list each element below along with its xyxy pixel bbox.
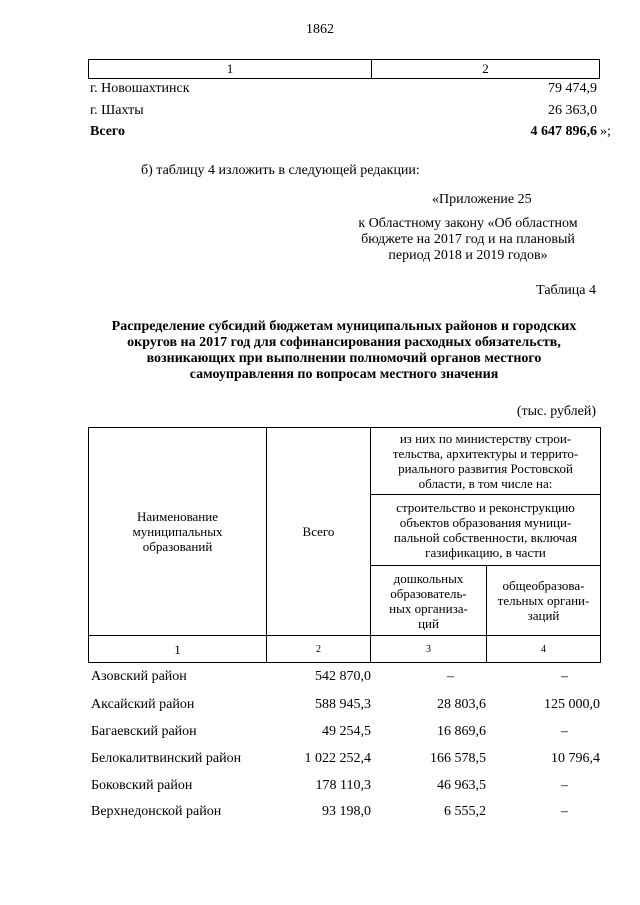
general-education-value: –	[561, 724, 568, 739]
continued-total-row	[88, 124, 611, 144]
appendix-description	[340, 216, 596, 264]
table-row	[88, 697, 600, 717]
amount-value: 79 474,9	[548, 81, 597, 96]
header-line: заций	[527, 608, 560, 623]
header-line: общеобразова-	[502, 578, 585, 593]
table-number: Таблица 4	[536, 283, 596, 298]
heading-line: округов на 2017 год для софинансирования расходных обязательств,	[127, 335, 561, 350]
header-line: дошкольных	[393, 570, 464, 586]
table-heading	[88, 319, 600, 383]
header-line: из них по министерству строи-	[399, 431, 572, 446]
municipality-name: Белокалитвинский район	[91, 751, 242, 766]
municipality-name: Аксайский район	[91, 697, 195, 712]
heading-line: возникающих при выполнении полномочий органов местного	[146, 351, 542, 366]
header-line: образований	[142, 539, 213, 554]
total-value: 4 647 896,6	[530, 124, 597, 139]
appendix-desc-line: период 2018 и 2019 годов»	[388, 248, 548, 263]
amount-value: 26 363,0	[548, 103, 597, 118]
units-label: (тыс. рублей)	[516, 404, 596, 419]
total-value: 49 254,5	[322, 724, 371, 739]
table-row	[88, 751, 600, 771]
general-education-value: 125 000,0	[544, 697, 600, 712]
municipality-name: Верхнедонской район	[91, 804, 222, 819]
continued-col-2-number: 2	[372, 60, 600, 79]
total-value: 178 110,3	[315, 778, 371, 793]
total-value: 588 945,3	[315, 697, 371, 712]
header-line: области, в том числе на:	[418, 476, 553, 491]
header-line: ций	[418, 615, 439, 631]
column-number-2: 2	[267, 636, 371, 663]
ministry-group-header	[371, 428, 601, 495]
general-education-value: –	[561, 669, 568, 684]
continued-row	[88, 81, 600, 101]
general-education-value: –	[561, 778, 568, 793]
column-number-4: 4	[487, 636, 601, 663]
total-value: 1 022 252,4	[304, 751, 371, 766]
continued-table-header	[88, 59, 600, 79]
continued-col-1-number: 1	[89, 60, 372, 79]
header-line: тельных органи-	[497, 593, 590, 608]
total-value: 542 870,0	[315, 669, 371, 684]
header-line: газификацию, в части	[425, 545, 546, 560]
header-line: объектов образования муници-	[399, 515, 572, 530]
general-education-value: 10 796,4	[551, 751, 600, 766]
heading-line: самоуправления по вопросам местного значения	[189, 367, 499, 382]
subsidy-table-header	[88, 427, 601, 663]
municipality-name: г. Новошахтинск	[90, 81, 190, 96]
appendix-desc-line: бюджете на 2017 год и на плановый	[361, 232, 575, 247]
header-line: риального развития Ростовской	[398, 461, 573, 476]
table-row	[88, 724, 600, 744]
col-total-header: Всего	[267, 428, 371, 636]
appendix-title: «Приложение 25	[432, 192, 532, 207]
closing-quote: »;	[600, 124, 611, 139]
municipality-name: Азовский район	[91, 669, 187, 684]
col-preschool-header	[371, 566, 487, 636]
header-line: тельства, архитектуры и террито-	[392, 446, 579, 461]
preschool-value: 6 555,2	[444, 804, 486, 819]
preschool-value: –	[447, 669, 454, 684]
municipality-name: г. Шахты	[90, 103, 144, 118]
general-education-value: –	[561, 804, 568, 819]
total-label: Всего	[90, 124, 125, 139]
total-value: 93 198,0	[322, 804, 371, 819]
table-row	[88, 669, 600, 689]
header-line: пальной собственности, включая	[393, 530, 578, 545]
preschool-value: 166 578,5	[430, 751, 486, 766]
header-line: Наименование	[137, 509, 218, 524]
table-row	[88, 778, 600, 798]
construction-subgroup-header	[371, 495, 601, 566]
col-municipality-header	[89, 428, 267, 636]
column-number-3: 3	[371, 636, 487, 663]
preschool-value: 46 963,5	[437, 778, 486, 793]
continued-row	[88, 103, 600, 123]
heading-line: Распределение субсидий бюджетам муниципальных районов и городских	[111, 319, 577, 334]
preschool-value: 28 803,6	[437, 697, 486, 712]
instruction-text: б) таблицу 4 изложить в следующей редакции:	[141, 163, 420, 178]
column-number-1: 1	[89, 636, 267, 663]
municipality-name: Боковский район	[91, 778, 193, 793]
appendix-desc-line: к Областному закону «Об областном	[358, 216, 578, 231]
header-line: муниципальных	[132, 524, 223, 539]
preschool-value: 16 869,6	[437, 724, 486, 739]
table-row	[88, 804, 600, 824]
col-general-education-header	[487, 566, 601, 636]
header-line: образователь-	[390, 585, 467, 601]
municipality-name: Багаевский район	[91, 724, 197, 739]
page-number: 1862	[306, 22, 334, 37]
header-line: строительство и реконструкцию	[396, 500, 575, 515]
header-line: ных организа-	[389, 600, 468, 616]
